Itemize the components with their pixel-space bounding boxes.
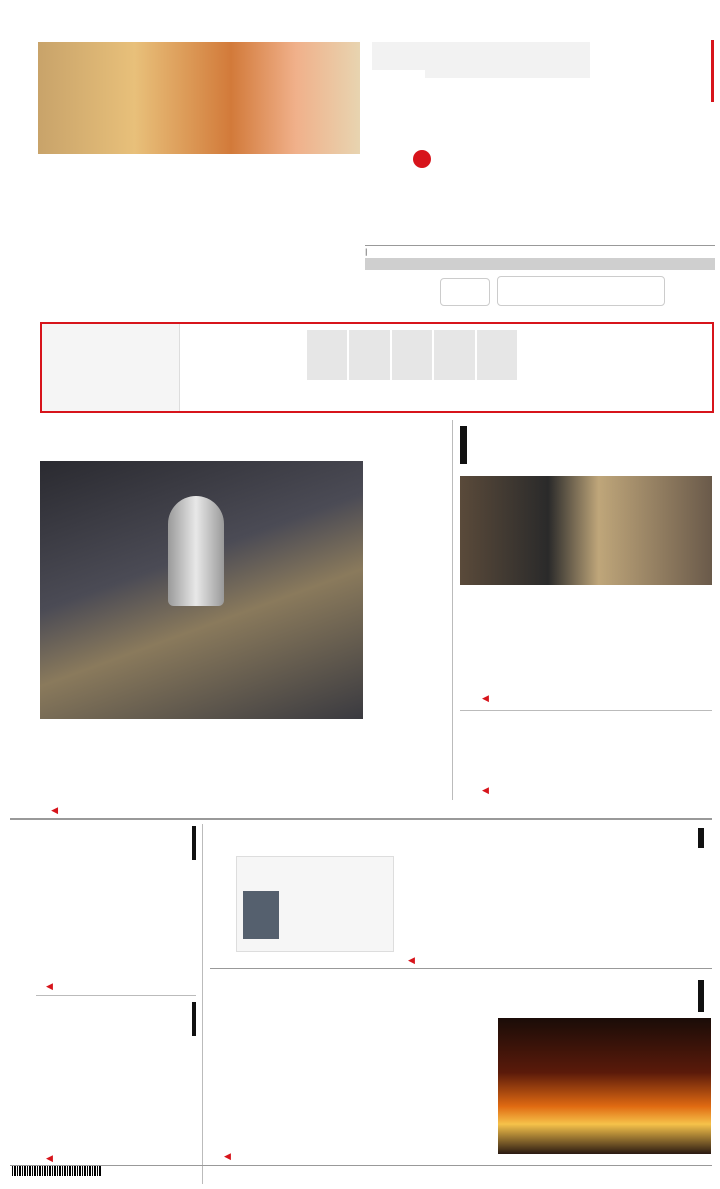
website-bar bbox=[365, 258, 715, 270]
temp-label bbox=[402, 48, 428, 50]
state-body bbox=[565, 868, 710, 964]
forbes-promo[interactable] bbox=[497, 276, 665, 306]
temperature-box bbox=[372, 42, 430, 70]
temp-label bbox=[402, 44, 428, 46]
exotic-cars-ad[interactable] bbox=[40, 322, 714, 413]
prayer-label bbox=[549, 46, 590, 48]
summit-body bbox=[460, 600, 712, 690]
prayer-time bbox=[425, 46, 466, 48]
trophy-shape bbox=[168, 496, 224, 606]
state-body-col2 bbox=[410, 856, 560, 952]
section-divider bbox=[36, 995, 196, 996]
f1-body bbox=[460, 758, 712, 818]
lead-page-ref[interactable] bbox=[40, 802, 60, 816]
clip-photo bbox=[243, 891, 279, 939]
state-page-ref[interactable] bbox=[408, 952, 417, 966]
telecom-bar bbox=[192, 1002, 196, 1036]
footer-rule bbox=[10, 1165, 712, 1166]
lead-body bbox=[368, 458, 444, 776]
dhikr-banner bbox=[38, 42, 360, 232]
f1-page-ref[interactable] bbox=[482, 782, 491, 796]
car-price-tag bbox=[477, 330, 517, 380]
fire-bar bbox=[698, 980, 704, 1012]
banner-image bbox=[38, 42, 360, 154]
column-divider bbox=[202, 824, 203, 1184]
summit-photo bbox=[460, 476, 712, 585]
masthead-info-bar: | bbox=[365, 245, 715, 259]
state-bar bbox=[698, 828, 704, 848]
horizontal-rule bbox=[10, 818, 712, 820]
summit-bar bbox=[460, 426, 467, 464]
masthead-red-dot bbox=[413, 150, 431, 168]
prayer-time bbox=[508, 46, 549, 48]
horizontal-rule bbox=[210, 968, 712, 969]
art-promo[interactable] bbox=[440, 278, 490, 306]
summit-page-ref[interactable] bbox=[482, 690, 491, 704]
ad-gift-box bbox=[42, 324, 180, 411]
fire-body-col2 bbox=[212, 1018, 372, 1146]
gas-bar bbox=[192, 826, 196, 860]
column-divider bbox=[452, 420, 453, 800]
car-price-tag bbox=[434, 330, 474, 380]
telecom-body bbox=[36, 1042, 196, 1162]
car-price-tag bbox=[307, 330, 347, 380]
gas-body bbox=[36, 880, 196, 976]
fire-page-ref[interactable] bbox=[224, 1148, 233, 1162]
telecom-page-ref[interactable] bbox=[46, 1150, 55, 1164]
barcode bbox=[12, 1166, 102, 1176]
washington-times-clip bbox=[236, 856, 394, 952]
ad-car-row bbox=[307, 330, 517, 380]
temp-value bbox=[374, 44, 400, 46]
prayer-times-box bbox=[425, 42, 590, 78]
fire-body bbox=[380, 1030, 490, 1146]
temp-value bbox=[374, 48, 400, 50]
fire-photo bbox=[498, 1018, 711, 1154]
gas-page-ref[interactable] bbox=[46, 978, 55, 992]
car-price-tag bbox=[392, 330, 432, 380]
top-left-news[interactable] bbox=[596, 40, 714, 102]
prayer-label bbox=[466, 46, 507, 48]
section-divider bbox=[460, 710, 712, 711]
car-price-tag bbox=[349, 330, 389, 380]
